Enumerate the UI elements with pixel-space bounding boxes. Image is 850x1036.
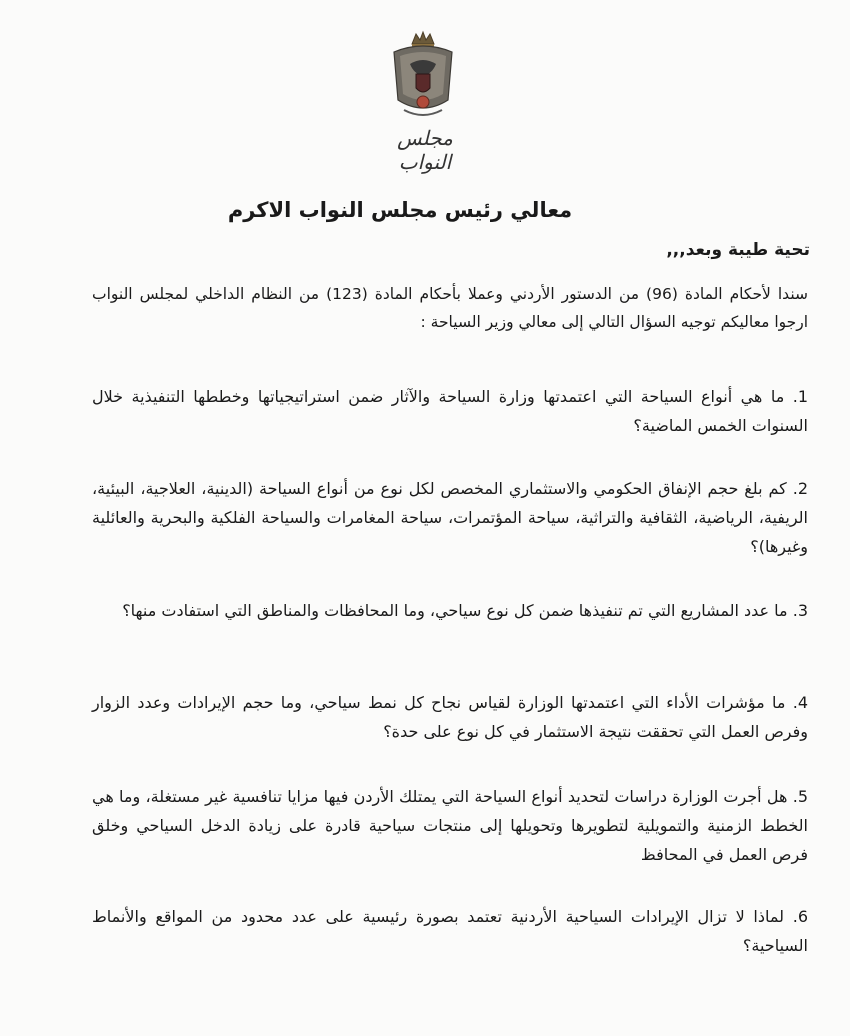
question-text: لماذا لا تزال الإيرادات السياحية الأردنية تعتمد بصورة رئيسية على عدد محدود من المواقع والأنماط السياحية؟: [92, 907, 808, 955]
question-text: ما مؤشرات الأداء التي اعتمدتها الوزارة لقياس نجاح كل نمط سياحي، وما حجم الإيرادات وعدد الزوار وفرص العمل التي تحققت نتيجة الاستثمار في كل نوع على حدة؟: [92, 693, 808, 741]
question-number: 2.: [792, 479, 808, 498]
greeting: تحية طيبة وبعد,,,: [666, 240, 810, 260]
emblem-label: مجلس النواب: [397, 126, 453, 174]
question-6: [92, 902, 808, 960]
question-2: [92, 474, 808, 561]
question-text: ما هي أنواع السياحة التي اعتمدتها وزارة السياحة والآثار ضمن استراتيجياتها وخططها التنفيذية خلال السنوات الخمس الماضية؟: [92, 387, 808, 435]
addressee-title: معالي رئيس مجلس النواب الاكرم: [227, 198, 573, 222]
question-5: [92, 782, 808, 869]
question-number: 6.: [792, 907, 809, 926]
jordan-coat-of-arms-icon: [386, 30, 460, 122]
question-text: هل أجرت الوزارة دراسات لتحديد أنواع السياحة التي يمتلك الأردن فيها مزايا تنافسية غير مستغلة، وما هي الخطط الزمنية والتمويلية لتطويرها وتحويلها إلى منتجات سياحية قادرة على زيادة الدخل السياحي وخلق فرص العمل في المحافظ: [92, 787, 808, 864]
question-text: ما عدد المشاريع التي تم تنفيذها ضمن كل نوع سياحي، وما المحافظات والمناطق التي استفادت منها؟: [122, 601, 788, 620]
intro-paragraph: سندا لأحكام المادة (96) من الدستور الأردني وعملا بأحكام المادة (123) من النظام الداخلي لمجلس النواب ارجوا معاليكم توجيه السؤال التالي إلى معالي وزير السياحة :: [92, 285, 808, 331]
question-number: 1.: [792, 387, 808, 406]
question-number: 4.: [792, 693, 808, 712]
question-number: 3.: [792, 601, 808, 620]
question-4: [92, 688, 808, 746]
question-number: 5.: [792, 787, 808, 806]
question-1: [92, 382, 808, 440]
question-text: كم بلغ حجم الإنفاق الحكومي والاستثماري المخصص لكل نوع من أنواع السياحة (الدينية، العلاجية، البيئية، الريفية، الرياضية، الثقافية والتراثية، سياحة المؤتمرات، سياحة المغامرات والسياحة الفلكية والبحرية والعائلية وغيرها)؟: [92, 479, 808, 556]
question-3: [92, 596, 808, 625]
